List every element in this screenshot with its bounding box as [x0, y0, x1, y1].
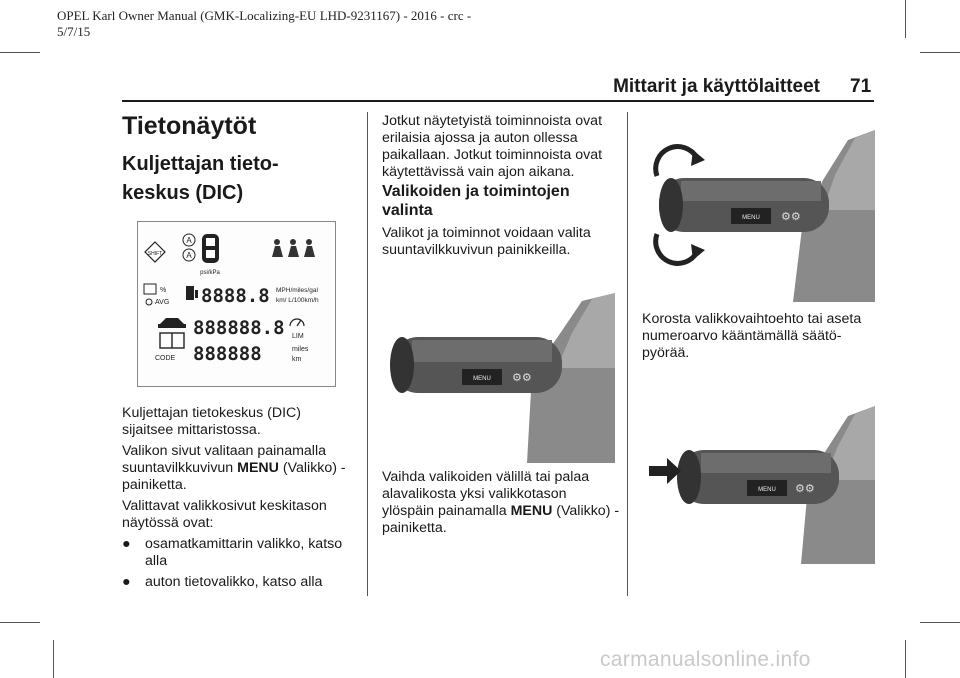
paragraph-menu [122, 443, 352, 494]
trip-digits: 888888.8 [193, 317, 285, 339]
subsection-title: Kuljettajan tieto- keskus (DIC) [122, 153, 279, 204]
crop-mark [920, 52, 960, 53]
push-arrow-icon [649, 458, 681, 484]
auto-icon [183, 234, 195, 261]
header-rule [122, 100, 874, 102]
info-book-icon [160, 333, 184, 348]
figure-caption: Kuljettajan tietokeskus (DIC) sijaitsee mittaristossa. [122, 405, 301, 438]
stalk-figure-press [382, 293, 615, 463]
svg-text:A: A [186, 236, 192, 245]
shift-indicator-icon [145, 242, 165, 262]
paragraph-switch-menu [382, 469, 622, 537]
crop-mark [905, 0, 906, 38]
stalk-menu-label: MENU [473, 376, 491, 382]
column-divider [367, 112, 368, 596]
crop-mark [0, 622, 40, 623]
paragraph-switch-pre: Vaihda valikoiden välillä tai palaa alavalikosta yksi valikkotason ylöspäin painamalla [382, 469, 590, 519]
stalk-menu-label: MENU [742, 215, 760, 221]
shift-text: SHIFT [147, 251, 163, 257]
page-number: 71 [850, 76, 872, 97]
svg-text:⚙⚙: ⚙⚙ [781, 210, 801, 223]
list-item [122, 574, 362, 591]
dic-display-drawing [138, 222, 335, 386]
code-label: CODE [155, 355, 176, 362]
paragraph-switch-post: (Valikko) -painiketta. [382, 503, 620, 536]
psi-kpa-label: psi/kPa [200, 270, 220, 276]
running-header-title: Mittarit ja käyttölaitteet [613, 76, 820, 97]
odometer-digits: 888888 [193, 343, 262, 365]
units-line1: MPH/miles/gal [276, 287, 318, 294]
crop-mark [920, 622, 960, 623]
column-divider [627, 112, 628, 596]
stalk-figure-push [643, 406, 875, 564]
paragraph-menu-pre: Valikon sivut valitaan painamalla suuntavilkkuvivun [122, 443, 326, 476]
paragraph-functions: Jotkut näytetyistä toiminnoista ovat erilaisia ajossa ja auton ollessa paikallaan. Jotkut toiminnoista ovat käytettävissä vain ajon aikana. [382, 113, 603, 180]
lim-label: LIM [292, 333, 304, 340]
units-line2: km/ L/100km/h [276, 297, 319, 304]
stalk-menu-label: MENU [758, 487, 776, 493]
dic-display-figure [137, 221, 336, 387]
print-meta-line1: OPEL Karl Owner Manual (GMK-Localizing-EU LHD-9231167) - 2016 - crc - [57, 8, 472, 23]
avg-label: AVG [155, 299, 170, 306]
watermark: carmanualsonline.info [600, 648, 811, 671]
print-meta-line2: 5/7/15 [57, 24, 91, 39]
bullet-mark: ● [122, 574, 131, 590]
percent-label: % [160, 287, 167, 294]
vehicle-icon [158, 318, 186, 328]
list-item [122, 536, 362, 570]
paragraph-menu-post: (Valikko) -painiketta. [122, 460, 346, 493]
seatbelt-icons [272, 239, 315, 257]
paragraph-rotate: Korosta valikkovaihtoehto tai aseta numeroarvo kääntämällä säätö- pyörää. [642, 311, 862, 361]
paragraph-pages: Valittavat valikkosivut keskitason näytössä ovat: [122, 498, 327, 531]
svg-text:⚙⚙: ⚙⚙ [512, 371, 532, 384]
list-item-text: osamatkamittarin valikko, katso alla [145, 536, 343, 569]
svg-text:⚙⚙: ⚙⚙ [795, 482, 815, 495]
svg-text:A: A [186, 251, 192, 260]
miles-label: miles [292, 346, 309, 353]
menu-keyword: MENU [237, 460, 279, 476]
fuel-pump-icon [186, 286, 198, 300]
print-meta [57, 8, 517, 40]
stalk-figure-rotate [643, 130, 875, 302]
crop-mark [905, 640, 906, 678]
subsection-title-selection: Valikoiden ja toimintojen valinta [382, 183, 570, 219]
crop-mark [53, 640, 54, 678]
paragraph-select: Valikot ja toiminnot voidaan valita suuntavilkkuvivun painikkeilla. [382, 225, 591, 258]
tire-pressure-car-icon [202, 234, 219, 263]
crop-mark [0, 52, 40, 53]
km-label: km [292, 356, 302, 363]
odometer-big-digits: 8888.8 [201, 285, 270, 307]
menu-keyword: MENU [510, 503, 553, 519]
section-title: Tietonäytöt [122, 112, 257, 140]
speed-limiter-icon [290, 319, 304, 326]
bullet-mark: ● [122, 536, 131, 552]
list-item-text: auton tietovalikko, katso alla [145, 574, 323, 590]
